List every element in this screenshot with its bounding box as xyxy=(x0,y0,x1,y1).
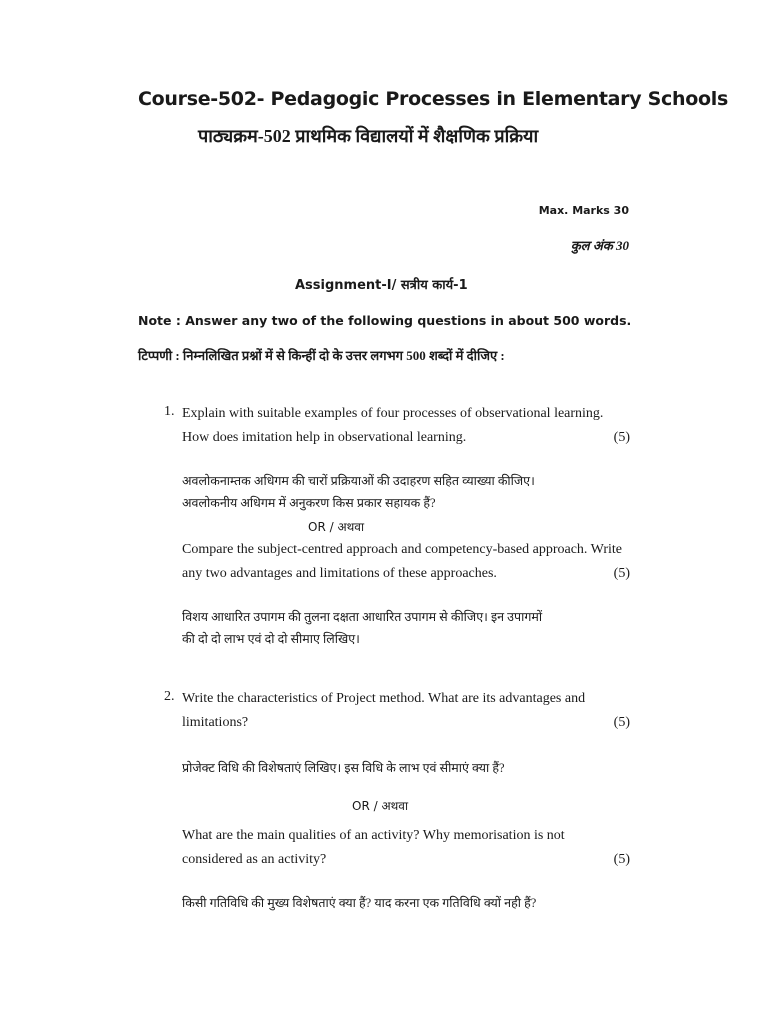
question-2-english xyxy=(182,687,630,735)
question-1-english xyxy=(182,402,630,450)
question-2-alternative-hindi xyxy=(182,892,632,914)
note-hindi: टिप्पणी : निम्नलिखित प्रश्नों में से किन्हीं दो के उत्तर लगभग 500 शब्दों में दीजिए : xyxy=(138,348,505,363)
question-2-alt-hindi-line-1: किसी गतिविधि की मुख्य विशेषताएं क्या हैं? याद करना एक गतिविधि क्यों नही हैं? xyxy=(182,896,537,910)
question-2-alt-english-line-2 xyxy=(182,848,630,872)
assignment-heading: Assignment-I/ सत्रीय कार्य-1 xyxy=(295,278,468,293)
question-1-hindi-line-1: अवलोकनाम्तक अधिगम की चारों प्रक्रियाओं की उदाहरण सहित व्याख्या कीजिए। xyxy=(182,474,535,488)
course-title-english: Course-502- Pedagogic Processes in Elementary Schools xyxy=(138,88,728,110)
question-2-alternative-english xyxy=(182,824,630,872)
question-1-number: 1. xyxy=(164,404,175,419)
question-1-alt-english-line-1: Compare the subject-centred approach and competency-based approach. Write xyxy=(182,542,622,557)
note-english: Note : Answer any two of the following questions in about 500 words. xyxy=(138,313,632,328)
max-marks-english: Max. Marks 30 xyxy=(538,204,629,217)
question-2-english-line-2 xyxy=(182,711,630,735)
question-2-alt-marks: (5) xyxy=(613,852,630,867)
question-1-alt-english-line-2 xyxy=(182,562,630,586)
question-1-alt-hindi-line-1: विशय आधारित उपागम की तुलना दक्षता आधारित उपागम से कीजिए। इन उपागमों xyxy=(182,610,543,624)
question-2-or-divider: OR / अथवा xyxy=(352,799,409,813)
question-2-hindi-line-1: प्रोजेक्ट विधि की विशेषताएं लिखिए। इस विधि के लाभ एवं सीमाएं क्या हैं? xyxy=(182,761,505,775)
max-marks-hindi: कुल अंक 30 xyxy=(570,238,629,253)
question-1-or-divider: OR / अथवा xyxy=(308,520,365,534)
question-1-english-line-2-text: How does imitation help in observational learning. xyxy=(182,430,467,445)
question-2-alt-english-line-1: What are the main qualities of an activity? Why memorisation is not xyxy=(182,828,565,843)
question-1-alternative-english xyxy=(182,538,630,586)
question-1-alternative-hindi xyxy=(182,606,632,650)
question-1-alt-hindi-line-2: की दो दो लाभ एवं दो दो सीमाए लिखिए। xyxy=(182,632,360,646)
course-title-hindi: पाठ्यक्रम-502 प्राथमिक विद्यालयों में शैक्षणिक प्रक्रिया xyxy=(198,126,539,146)
question-1-hindi xyxy=(182,470,632,514)
question-1-hindi-line-2: अवलोकनीय अधिगम में अनुकरण किस प्रकार सहायक हैं? xyxy=(182,496,436,510)
question-2-alt-english-line-2-text: considered as an activity? xyxy=(182,852,327,867)
question-1-marks: (5) xyxy=(613,430,630,445)
question-2-marks: (5) xyxy=(613,715,630,730)
question-1-alt-english-line-2-text: any two advantages and limitations of these approaches. xyxy=(182,566,497,581)
question-2-number: 2. xyxy=(164,689,175,704)
question-1-alt-marks: (5) xyxy=(613,566,630,581)
question-1-english-line-2 xyxy=(182,426,630,450)
question-2-english-line-1: Write the characteristics of Project method. What are its advantages and xyxy=(182,691,586,706)
question-2-hindi xyxy=(182,757,632,779)
question-1-english-line-1: Explain with suitable examples of four processes of observational learning. xyxy=(182,406,604,421)
question-2-english-line-2-text: limitations? xyxy=(182,715,249,730)
